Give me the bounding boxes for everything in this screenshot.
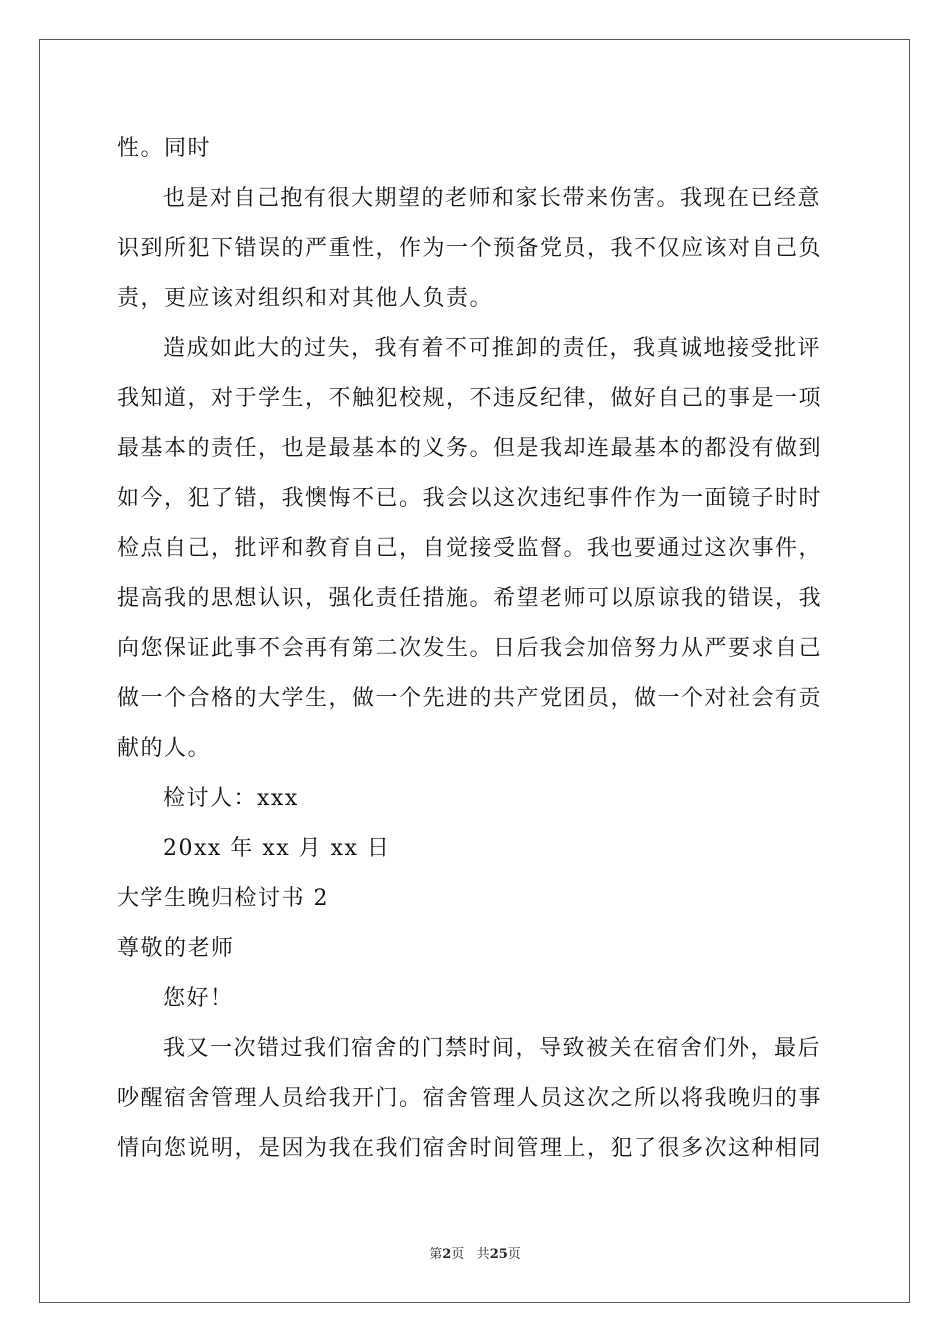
date-line: 20xx 年 xx 月 xx 日 [163, 836, 391, 861]
text-line: 也是对自己抱有很大期望的老师和家长带来伤害。我现在已经意 [163, 186, 822, 211]
footer-total-pages: 25 [489, 1247, 508, 1262]
page-footer [0, 1246, 950, 1264]
text-line: 献的人。 [117, 736, 212, 761]
text-line: 最基本的责任，也是最基本的义务。但是我却连最基本的都没有做到 [117, 436, 823, 461]
text-line: 检点自己，批评和教育自己，自觉接受监督。我也要通过这次事件， [117, 536, 823, 561]
text-line: 做一个合格的大学生，做一个先进的共产党团员，做一个对社会有贡 [117, 686, 823, 711]
text-line: 识到所犯下错误的严重性，作为一个预备党员，我不仅应该对自己负 [117, 236, 823, 261]
text-line: 责，更应该对组织和对其他人负责。 [117, 286, 494, 311]
text-line: 我知道，对于学生，不触犯校规，不违反纪律，做好自己的事是一项 [117, 386, 823, 411]
text-line: 性。同时 [117, 136, 212, 161]
footer-page-number: 2 [442, 1247, 452, 1262]
footer-page-unit: 页 [451, 1247, 465, 1262]
text-line: 吵醒宿舍管理人员给我开门。宿舍管理人员这次之所以将我晚归的事 [117, 1086, 823, 1111]
footer-total-unit: 页 [507, 1247, 521, 1262]
footer-prefix: 第 [429, 1247, 443, 1262]
salutation: 尊敬的老师 [117, 936, 235, 961]
section-title: 大学生晚归检讨书 2 [117, 886, 329, 911]
text-line: 如今，犯了错，我懊悔不已。我会以这次违纪事件作为一面镜子时时 [117, 486, 823, 511]
footer-total-prefix: 共 [476, 1247, 490, 1262]
text-line: 向您保证此事不会再有第二次发生。日后我会加倍努力从严要求自己 [117, 636, 823, 661]
text-line: 提高我的思想认识，强化责任措施。希望老师可以原谅我的错误，我 [117, 586, 823, 611]
greeting: 您好！ [163, 986, 234, 1011]
text-line: 造成如此大的过失，我有着不可推卸的责任，我真诚地接受批评 [163, 336, 822, 361]
signature-line: 检讨人：xxx [163, 786, 299, 811]
text-line: 情向您说明，是因为我在我们宿舍时间管理上，犯了很多次这种相同 [117, 1136, 823, 1161]
text-line: 我又一次错过我们宿舍的门禁时间，导致被关在宿舍们外，最后 [163, 1036, 822, 1061]
